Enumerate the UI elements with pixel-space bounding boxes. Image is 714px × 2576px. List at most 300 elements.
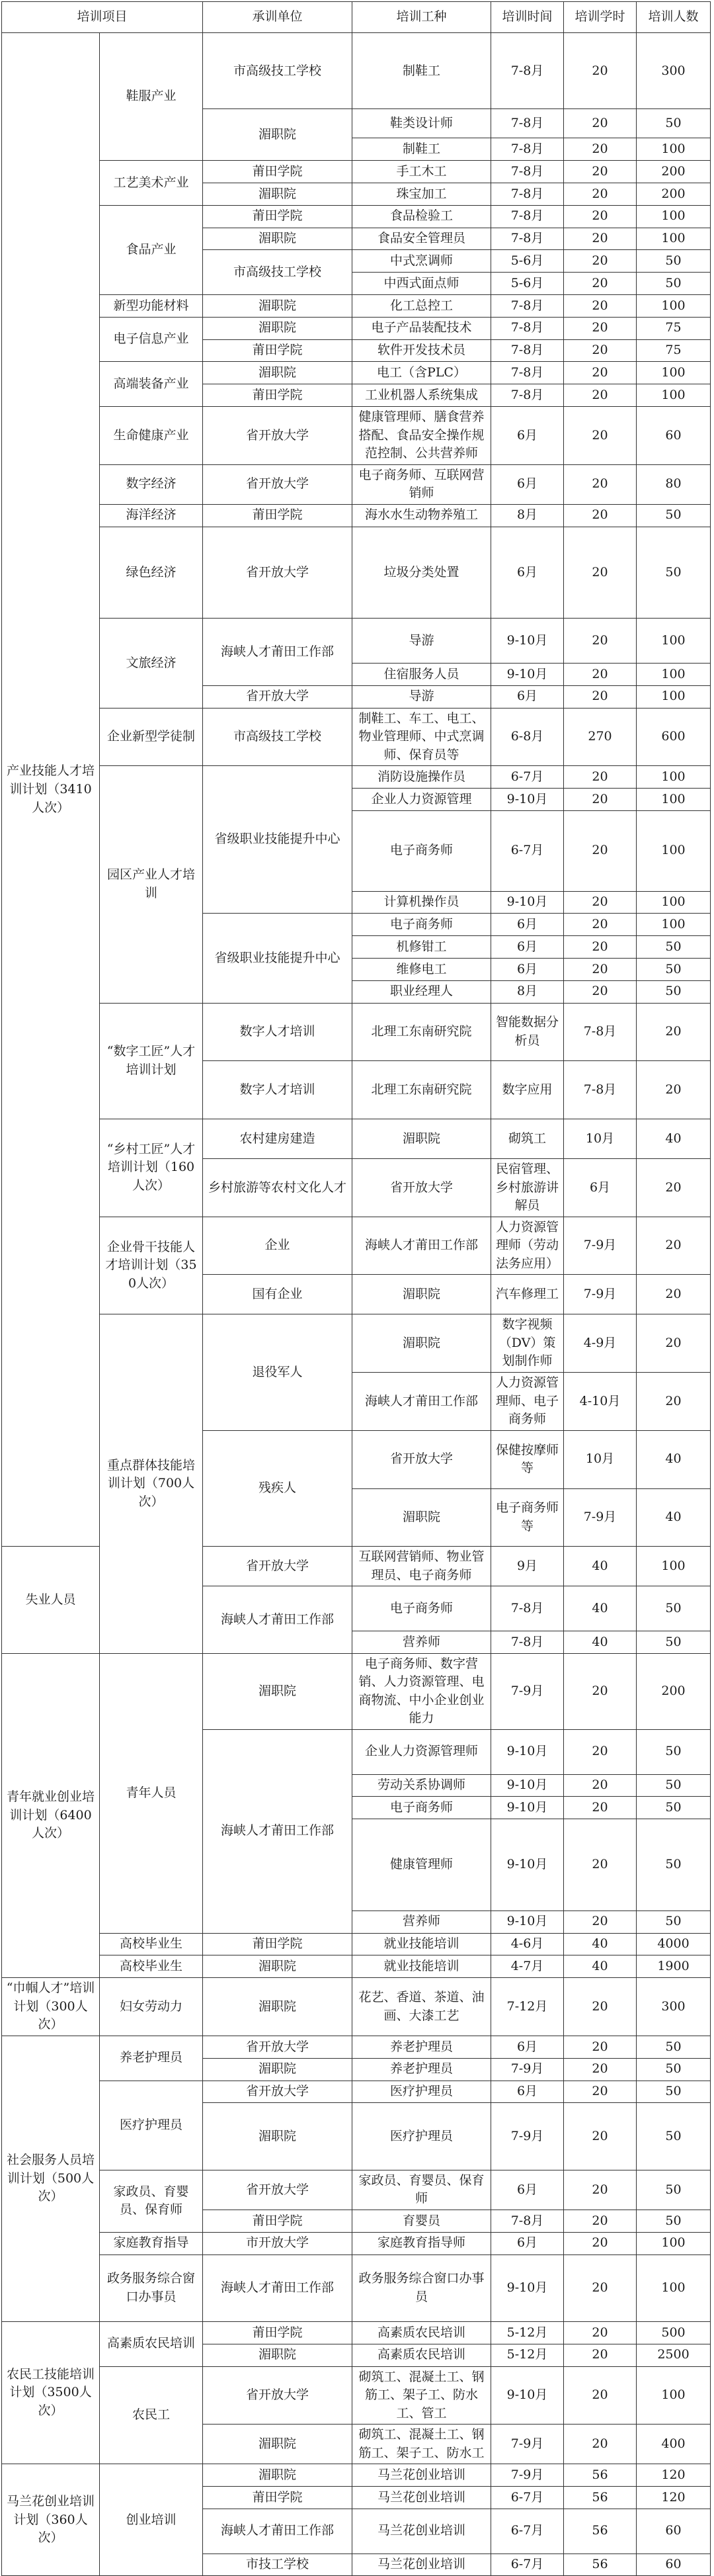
table-cell: 省级职业技能提升中心 — [203, 914, 352, 1003]
table-cell: 56 — [564, 2487, 637, 2509]
table-cell: 6月 — [491, 936, 564, 959]
table-cell: 砌筑工、混凝土工、钢筋工、架子工、防水工、管工 — [352, 2366, 491, 2425]
table-cell: 农村建房建造 — [203, 1119, 352, 1158]
table-row — [2, 464, 711, 504]
table-cell: 湄职院 — [203, 2425, 352, 2464]
table-cell: 7-9月 — [564, 1275, 637, 1314]
table-cell: 企业新型学徒制 — [100, 708, 203, 766]
table-cell: 就业技能培训 — [352, 1933, 491, 1955]
table-cell: 6月 — [491, 407, 564, 465]
table-cell: 7-8月 — [564, 1003, 637, 1061]
table-cell: 5-12月 — [491, 2344, 564, 2366]
table-cell: 20 — [564, 980, 637, 1003]
table-cell: 重点群体技能培训计划（700人次） — [100, 1314, 203, 1653]
table-cell: 7-8月 — [491, 339, 564, 362]
table-cell: 高素质农民培训 — [100, 2321, 203, 2366]
header-cell: 培训时间 — [491, 2, 564, 33]
table-cell: 职业经理人 — [352, 980, 491, 1003]
table-cell: 7-8月 — [491, 33, 564, 109]
table-cell: 住宿服务人员 — [352, 663, 491, 685]
table-cell: 20 — [564, 504, 637, 527]
table-cell: 民宿管理、乡村旅游讲解员 — [491, 1158, 564, 1217]
table-cell: 湄职院 — [203, 317, 352, 339]
table-cell: 56 — [564, 2509, 637, 2554]
table-cell: 60 — [637, 2509, 711, 2554]
table-row — [2, 33, 711, 109]
table-cell: 20 — [564, 161, 637, 183]
table-cell: 家政员、育婴员、保育师 — [352, 2170, 491, 2210]
table-cell: 20 — [564, 183, 637, 205]
table-cell: 100 — [637, 205, 711, 228]
table-cell: 国有企业 — [203, 1275, 352, 1314]
table-cell: 产业技能人才培训计划（3410人次） — [2, 33, 100, 1547]
table-cell: 企业人力资源管理师 — [352, 1729, 491, 1774]
table-cell: 100 — [637, 788, 711, 810]
table-cell: 健康管理师 — [352, 1819, 491, 1911]
table-cell: 莆田学院 — [203, 384, 352, 407]
table-cell: 100 — [637, 2254, 711, 2321]
table-cell: 乡村旅游等农村文化人才 — [203, 1158, 352, 1217]
table-row — [2, 205, 711, 228]
table-row — [2, 1978, 711, 2036]
table-cell: 莆田学院 — [203, 504, 352, 527]
header-cell: 培训工种 — [352, 2, 491, 33]
table-cell: 医疗护理员 — [352, 2103, 491, 2170]
table-cell: 制鞋工 — [352, 138, 491, 161]
table-cell: 马兰花创业培训 — [352, 2554, 491, 2576]
table-cell: 75 — [637, 317, 711, 339]
table-cell: 工艺美术产业 — [100, 161, 203, 206]
table-cell: 莆田学院 — [203, 205, 352, 228]
table-cell: 60 — [637, 407, 711, 465]
table-cell: 20 — [564, 2344, 637, 2366]
table-cell: 20 — [564, 527, 637, 619]
table-cell: 莆田学院 — [203, 1933, 352, 1955]
table-cell: 1900 — [637, 1955, 711, 1978]
table-cell: 创业培训 — [100, 2464, 203, 2576]
table-cell: 50 — [637, 2081, 711, 2103]
table-cell: 20 — [564, 619, 637, 664]
table-row — [2, 2170, 711, 2210]
header-row — [2, 2, 711, 33]
table-cell: 电子信息产业 — [100, 317, 203, 362]
table-cell: 7-9月 — [491, 2103, 564, 2170]
table-cell: 4-10月 — [564, 1372, 637, 1430]
header-cell: 培训学时 — [564, 2, 637, 33]
table-cell: 残疾人 — [203, 1430, 352, 1546]
table-cell: 6-7月 — [491, 810, 564, 891]
table-cell: 食品安全管理员 — [352, 228, 491, 250]
table-cell: 企业 — [203, 1217, 352, 1275]
table-cell: 9-10月 — [491, 1774, 564, 1797]
table-cell: 智能数据分析员 — [491, 1003, 564, 1061]
table-cell: 养老护理员 — [352, 2036, 491, 2058]
table-cell: 7-9月 — [491, 2464, 564, 2487]
table-cell: 600 — [637, 708, 711, 766]
table-cell: 6月 — [491, 2081, 564, 2103]
table-cell: 北理工东南研究院 — [352, 1061, 491, 1119]
table-cell: 40 — [637, 1430, 711, 1488]
table-cell: 7-8月 — [491, 138, 564, 161]
table-cell: 湄职院 — [352, 1275, 491, 1314]
table-row — [2, 2036, 711, 2058]
table-cell: 300 — [637, 33, 711, 109]
table-cell: 数字视频（DV）策划制作师 — [491, 1314, 564, 1373]
table-cell: 市技工学校 — [203, 2554, 352, 2576]
table-cell: 50 — [637, 2210, 711, 2232]
table-cell: 花艺、香道、茶道、油画、大漆工艺 — [352, 1978, 491, 2036]
table-cell: 机修钳工 — [352, 936, 491, 959]
table-cell: 湄职院 — [352, 1119, 491, 1158]
table-cell: 20 — [564, 2081, 637, 2103]
table-cell: 食品检验工 — [352, 205, 491, 228]
table-cell: 市高级技工学校 — [203, 33, 352, 109]
table-cell: 人力资源管理师（劳动法务应用） — [491, 1217, 564, 1275]
table-cell: 100 — [637, 228, 711, 250]
table-cell: 社会服务人员培训计划（500人次） — [2, 2036, 100, 2321]
table-cell: 50 — [637, 2058, 711, 2081]
table-cell: 6-7月 — [491, 2509, 564, 2554]
table-cell: 健康管理师、膳食营养搭配、食品安全操作规范控制、公共营养师 — [352, 407, 491, 465]
table-cell: 青年就业创业培训计划（6400人次） — [2, 1653, 100, 1978]
table-cell: 企业骨干技能人才培训计划（350人次） — [100, 1217, 203, 1314]
table-cell: 270 — [564, 708, 637, 766]
table-cell: 200 — [637, 1653, 711, 1729]
table-cell: 7-9月 — [491, 2425, 564, 2464]
table-cell: 6月 — [491, 2036, 564, 2058]
table-cell: 莆田学院 — [203, 339, 352, 362]
table-cell: 7-9月 — [491, 1653, 564, 1729]
table-cell: 高端装备产业 — [100, 362, 203, 407]
table-cell: 50 — [637, 1774, 711, 1797]
table-cell: 4000 — [637, 1933, 711, 1955]
table-cell: 50 — [637, 527, 711, 619]
table-cell: 导游 — [352, 619, 491, 664]
table-cell: 20 — [564, 914, 637, 936]
table-cell: 20 — [637, 1217, 711, 1275]
table-row — [2, 2232, 711, 2254]
table-cell: 100 — [637, 294, 711, 317]
table-cell: 妇女劳动力 — [100, 1978, 203, 2036]
table-cell: 7-8月 — [491, 362, 564, 384]
table-row — [2, 2081, 711, 2103]
table-cell: 40 — [564, 1631, 637, 1653]
table-cell: 高素质农民培训 — [352, 2321, 491, 2344]
table-cell: 20 — [564, 294, 637, 317]
table-cell: 500 — [637, 2321, 711, 2344]
table-cell: 电子商务师 — [352, 914, 491, 936]
table-cell: 20 — [564, 2036, 637, 2058]
table-cell: 保健按摩师等 — [491, 1430, 564, 1488]
table-cell: 养老护理员 — [352, 2058, 491, 2081]
table-cell: 20 — [637, 1003, 711, 1061]
table-cell: 省开放大学 — [203, 2366, 352, 2425]
training-plan-table — [1, 1, 711, 2576]
table-cell: 7-8月 — [491, 183, 564, 205]
table-cell: 9-10月 — [491, 1819, 564, 1911]
table-cell: 工业机器人系统集成 — [352, 384, 491, 407]
table-cell: 20 — [564, 2058, 637, 2081]
table-cell: 莆田学院 — [203, 2210, 352, 2232]
table-cell: 56 — [564, 2554, 637, 2576]
table-row — [2, 1653, 711, 1729]
table-cell: 20 — [564, 1653, 637, 1729]
table-cell: 56 — [564, 2464, 637, 2487]
table-cell: 6-7月 — [491, 2554, 564, 2576]
table-cell: 6月 — [491, 527, 564, 619]
table-cell: 200 — [637, 161, 711, 183]
table-cell: 数字人才培训 — [203, 1061, 352, 1119]
table-cell: 6月 — [491, 2232, 564, 2254]
table-cell: 劳动关系协调师 — [352, 1774, 491, 1797]
table-cell: 20 — [564, 228, 637, 250]
table-cell: 市高级技工学校 — [203, 708, 352, 766]
table-cell: 数字人才培训 — [203, 1003, 352, 1061]
table-cell: 海峡人才莆田工作部 — [203, 1586, 352, 1653]
table-cell: 鞋类设计师 — [352, 109, 491, 138]
table-cell: 湄职院 — [352, 1488, 491, 1547]
table-cell: 8月 — [491, 980, 564, 1003]
table-cell: 省开放大学 — [203, 2036, 352, 2058]
table-cell: 制鞋工 — [352, 33, 491, 109]
table-cell: 10月 — [564, 1430, 637, 1488]
table-cell: 50 — [637, 2103, 711, 2170]
table-cell: 7-8月 — [491, 317, 564, 339]
table-cell: 20 — [637, 1275, 711, 1314]
table-cell: 农民工技能培训计划（3500人次） — [2, 2321, 100, 2464]
table-row — [2, 1933, 711, 1955]
table-cell: 北理工东南研究院 — [352, 1003, 491, 1061]
table-row — [2, 1119, 711, 1158]
table-cell: 2500 — [637, 2344, 711, 2366]
table-cell: 7-12月 — [491, 1978, 564, 2036]
table-cell: 100 — [637, 384, 711, 407]
table-cell: 软件开发技术员 — [352, 339, 491, 362]
table-cell: 6月 — [491, 685, 564, 708]
table-cell: 100 — [637, 2232, 711, 2254]
table-cell: 9-10月 — [491, 1729, 564, 1774]
table-cell: 50 — [637, 504, 711, 527]
table-cell: 20 — [564, 250, 637, 273]
table-cell: 40 — [564, 1955, 637, 1978]
table-cell: 50 — [637, 1631, 711, 1653]
table-row — [2, 2321, 711, 2344]
table-cell: 省开放大学 — [203, 685, 352, 708]
table-cell: 6月 — [491, 464, 564, 504]
table-cell: 家庭教育指导师 — [352, 2232, 491, 2254]
table-cell: 就业技能培训 — [352, 1955, 491, 1978]
header-cell: 培训项目 — [2, 2, 203, 33]
header-cell: 培训人数 — [637, 2, 711, 33]
table-cell: 5-6月 — [491, 273, 564, 295]
table-cell: “巾帼人才”培训计划（300人次） — [2, 1978, 100, 2036]
table-cell: 9-10月 — [491, 1911, 564, 1933]
table-cell: 湄职院 — [203, 1955, 352, 1978]
table-cell: 马兰花创业培训计划（360人次） — [2, 2464, 100, 2576]
table-cell: 医疗护理员 — [100, 2081, 203, 2170]
table-row — [2, 2254, 711, 2277]
table-cell: 100 — [637, 891, 711, 914]
table-cell: 50 — [637, 1797, 711, 1819]
table-cell: 湄职院 — [203, 2464, 352, 2487]
table-cell: 电子商务师 — [352, 1586, 491, 1631]
table-cell: 导游 — [352, 685, 491, 708]
table-cell: 20 — [564, 936, 637, 959]
table-cell: 海峡人才莆田工作部 — [203, 619, 352, 685]
table-cell: 6月 — [491, 2170, 564, 2210]
table-cell: 退役军人 — [203, 1314, 352, 1431]
table-cell: 马兰花创业培训 — [352, 2464, 491, 2487]
table-cell: 湄职院 — [203, 109, 352, 161]
table-cell: 20 — [564, 205, 637, 228]
table-cell: 20 — [637, 1372, 711, 1430]
table-cell: 100 — [637, 810, 711, 891]
table-cell: 20 — [564, 2232, 637, 2254]
table-cell: 20 — [564, 685, 637, 708]
table-cell: 40 — [564, 1547, 637, 1586]
table-cell: 6-7月 — [491, 2487, 564, 2509]
table-cell: 高校毕业生 — [100, 1955, 203, 1978]
table-cell: 6-8月 — [491, 708, 564, 766]
table-cell: 20 — [564, 788, 637, 810]
table-cell: 7-8月 — [491, 109, 564, 138]
table-row — [2, 294, 711, 317]
table-cell: 育婴员 — [352, 2210, 491, 2232]
table-cell: 60 — [637, 2554, 711, 2576]
table-cell: 20 — [564, 2210, 637, 2232]
table-cell: 9-10月 — [491, 663, 564, 685]
table-cell: 砌筑工、混凝土工、钢筋工、架子工、防水工 — [352, 2425, 491, 2464]
table-cell: 省开放大学 — [352, 1430, 491, 1488]
table-cell: 100 — [637, 685, 711, 708]
table-cell: 20 — [564, 407, 637, 465]
table-cell: 食品产业 — [100, 205, 203, 294]
table-cell: 20 — [564, 273, 637, 295]
table-cell: 垃圾分类处置 — [352, 527, 491, 619]
table-cell: 6月 — [564, 1158, 637, 1217]
table-cell: 高校毕业生 — [100, 1933, 203, 1955]
table-cell: 市高级技工学校 — [203, 250, 352, 295]
table-cell: 湄职院 — [203, 362, 352, 384]
table-cell: 40 — [564, 1586, 637, 1631]
table-cell: 7-8月 — [491, 384, 564, 407]
table-cell: 7-8月 — [491, 1631, 564, 1653]
table-cell: 5-12月 — [491, 2321, 564, 2344]
table-cell: 医疗护理员 — [352, 2081, 491, 2103]
table-row — [2, 504, 711, 527]
table-cell: 湄职院 — [203, 183, 352, 205]
table-row — [2, 161, 711, 183]
table-cell: 莆田学院 — [203, 2321, 352, 2344]
table-cell: 50 — [637, 980, 711, 1003]
table-cell: “数字工匠”人才培训计划 — [100, 1003, 203, 1119]
table-cell: 6月 — [491, 914, 564, 936]
table-cell: 9-10月 — [491, 788, 564, 810]
table-cell: 50 — [637, 250, 711, 273]
table-cell: 50 — [637, 1911, 711, 1933]
table-cell: 7-8月 — [491, 294, 564, 317]
table-cell: 7-8月 — [491, 2210, 564, 2232]
table-cell: 20 — [564, 2321, 637, 2344]
table-cell: 家政员、育婴员、保育师 — [100, 2170, 203, 2232]
table-cell: 海峡人才莆田工作部 — [203, 2509, 352, 2554]
table-cell: 互联网营销师、物业管理员、电子商务师 — [352, 1547, 491, 1586]
table-cell: 5-6月 — [491, 250, 564, 273]
table-cell: 电子商务师 — [352, 1797, 491, 1819]
table-cell: 20 — [564, 33, 637, 109]
table-row — [2, 708, 711, 766]
table-cell: “乡村工匠”人才培训计划（160人次） — [100, 1119, 203, 1217]
table-cell: 电子商务师、数字营销、人力资源管理、电商物流、中小企业创业能力 — [352, 1653, 491, 1729]
table-cell: 300 — [637, 1978, 711, 2036]
table-cell: 10月 — [564, 1119, 637, 1158]
table-cell: 失业人员 — [2, 1547, 100, 1654]
table-cell: 省开放大学 — [203, 2170, 352, 2210]
table-cell: 省级职业技能提升中心 — [203, 766, 352, 914]
table-cell: 7-9月 — [564, 1217, 637, 1275]
table-cell: 20 — [564, 384, 637, 407]
table-cell: 营养师 — [352, 1631, 491, 1653]
table-cell: 7-8月 — [564, 1061, 637, 1119]
table-cell: 人力资源管理师、电子商务师 — [491, 1372, 564, 1430]
table-cell: 100 — [637, 619, 711, 664]
training-plan-rows — [2, 2, 711, 2576]
table-cell: 20 — [564, 810, 637, 891]
table-row — [2, 619, 711, 664]
table-cell: 文旅经济 — [100, 619, 203, 708]
table-cell: 50 — [637, 2036, 711, 2058]
table-cell: 120 — [637, 2487, 711, 2509]
table-cell: 省开放大学 — [203, 464, 352, 504]
table-cell: 100 — [637, 2366, 711, 2425]
table-cell: 20 — [564, 1774, 637, 1797]
table-cell: 省开放大学 — [203, 527, 352, 619]
table-cell: 9月 — [491, 1547, 564, 1586]
table-cell: 50 — [637, 958, 711, 980]
table-cell: 湄职院 — [203, 2103, 352, 2170]
table-cell: 维修电工 — [352, 958, 491, 980]
table-cell: 海峡人才莆田工作部 — [203, 1729, 352, 1933]
table-row — [2, 317, 711, 339]
table-cell: 75 — [637, 339, 711, 362]
table-cell: 50 — [637, 1819, 711, 1911]
table-row — [2, 2464, 711, 2487]
table-cell: 湄职院 — [203, 1653, 352, 1729]
table-row — [2, 1955, 711, 1978]
table-cell: 4-9月 — [564, 1314, 637, 1373]
table-row — [2, 407, 711, 465]
table-cell: 20 — [637, 1314, 711, 1373]
table-row — [2, 1314, 711, 1373]
table-row — [2, 1217, 711, 1275]
table-cell: 省开放大学 — [203, 407, 352, 465]
table-cell: 营养师 — [352, 1911, 491, 1933]
table-cell: 手工木工 — [352, 161, 491, 183]
table-cell: 6月 — [491, 958, 564, 980]
table-cell: 7-9月 — [491, 2058, 564, 2081]
table-cell: 20 — [564, 2170, 637, 2210]
table-cell: 新型功能材料 — [100, 294, 203, 317]
table-cell: 20 — [564, 2254, 637, 2321]
table-cell: 企业人力资源管理 — [352, 788, 491, 810]
table-cell: 养老护理员 — [100, 2036, 203, 2081]
table-cell: 20 — [564, 362, 637, 384]
table-cell: 海峡人才莆田工作部 — [352, 1372, 491, 1430]
table-cell: 120 — [637, 2464, 711, 2487]
table-cell: 8月 — [491, 504, 564, 527]
table-cell: 4-6月 — [491, 1933, 564, 1955]
table-cell: 化工总控工 — [352, 294, 491, 317]
